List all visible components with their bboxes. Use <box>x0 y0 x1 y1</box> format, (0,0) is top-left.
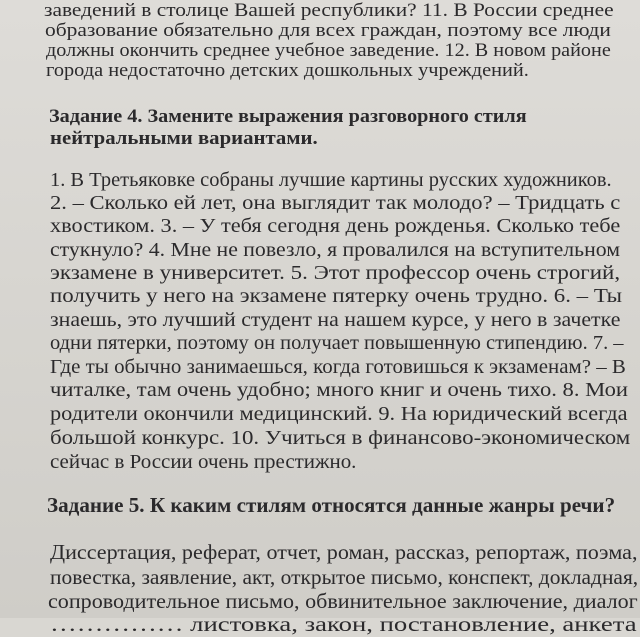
paragraph-line: должны окончить среднее учебное заведение. 12. В новом районе <box>46 40 611 61</box>
task-4-line: знаешь, это лучший студент на нашем курсе, у него в зачетке <box>50 309 621 331</box>
task-4-line: одни пятерки, поэтому он получает повышенную стипендию. 7. – <box>50 332 624 354</box>
task-4-line: получить у него на экзамене пятерку очень трудно. 6. – Ты <box>50 285 623 307</box>
task-4-heading: нейтральными вариантами. <box>50 128 318 149</box>
paragraph-line: города недостаточно детских дошкольных учреждений. <box>46 60 529 81</box>
task-4-line: стукнуло? 4. Мне не повезло, я провалился на вступительном <box>50 239 620 261</box>
task-4-line: сейчас в России очень престижно. <box>50 451 357 473</box>
task-4-line: большой конкурс. 10. Учиться в финансово-экономическом <box>50 427 631 449</box>
task-4-line: Где ты обычно занимаешься, когда готовишься к экзаменам? – В <box>50 356 626 378</box>
task-4-line: хвостиком. 3. – У тебя сегодня день рожденья. Сколько тебе <box>50 215 621 237</box>
task-5-heading: Задание 5. К каким стилям относятся данные жанры речи? <box>47 493 616 517</box>
paragraph-line: образование обязательно для всех граждан, поэтому все люди <box>45 20 611 41</box>
task-4-heading: Задание 4. Замените выражения разговорного стиля <box>49 106 527 127</box>
task-5-line: сопроводительное письмо, обвинительное заключение, диалог <box>48 589 638 613</box>
task-4-line: 1. В Третьяковке собраны лучшие картины русских художников. <box>50 169 612 191</box>
task-4-line: родители окончили медицинский. 9. На юридический всегда <box>50 403 628 425</box>
task-4-line: читалке, там очень удобно; много книг и очень тихо. 8. Мои <box>50 379 628 401</box>
task-4-line: 2. – Сколько ей лет, она выглядит так молодо? – Тридцать с <box>50 192 621 214</box>
task-5-line: Диссертация, реферат, отчет, роман, рассказ, репортаж, поэма, <box>50 540 638 564</box>
task-4-line: экзамене в университет. 5. Этот профессор очень строгий, <box>50 262 621 284</box>
task-5-line: …………… листовка, закон, постановление, анкета <box>50 612 637 636</box>
paragraph-line: заведений в столице Вашей республики? 11. В России среднее <box>44 0 614 21</box>
task-5-line: повестка, заявление, акт, открытое письмо, конспект, докладная, <box>50 565 639 589</box>
